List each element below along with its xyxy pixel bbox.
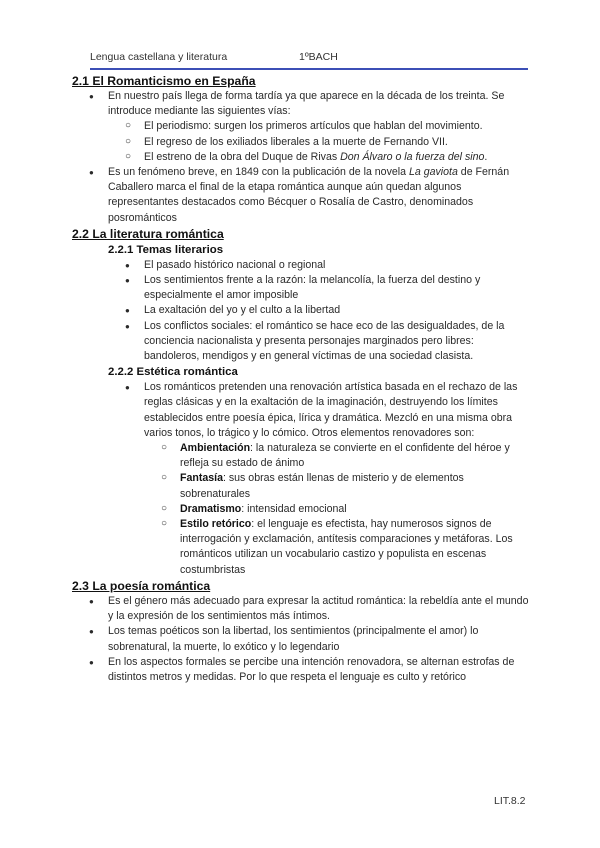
- list-item-text: Los conflictos sociales: el romántico se hace eco de las desigualdades, de la conciencia nacionalista y presenta personajes marginados pero libres: bandoleros, mendigos y en general víctimas de una sociedad clasista.: [144, 319, 505, 363]
- list-item: [144, 273, 532, 303]
- page-number: LIT.8.2: [494, 795, 526, 807]
- list-item: [180, 502, 532, 517]
- list-item-text: Los románticos pretenden una renovación artística basada en el rechazo de las reglas clásicas y en la exaltación de la imaginación, destruyendo los límites establecidos entre poesía épica, lírica y dramática. Mezcló en una misma obra varios tonos, lo trágico y lo cómico. Otros elementos renovadores son:: [144, 381, 518, 439]
- header-rule: [90, 68, 528, 70]
- section-2-2-2-list: [72, 380, 532, 578]
- page-header: [90, 51, 528, 67]
- list-item-text: El pasado histórico nacional o regional: [144, 258, 326, 271]
- term: Ambientación: [180, 442, 251, 455]
- term: Fantasía: [180, 472, 223, 485]
- list-item-text: Los temas poéticos son la libertad, los sentimientos (principalmente el amor) lo sobrenatural, la muerte, lo exótico y lo legendario: [108, 625, 479, 653]
- list-item: [144, 380, 532, 441]
- list-item: [108, 165, 532, 226]
- list-item-text: Es el género más adecuado para expresar la actitud romántica: la rebeldía ante el mundo y la expresión de los sentimientos más íntimos.: [108, 594, 529, 623]
- list-item: [108, 594, 532, 624]
- term: Dramatismo: [180, 502, 242, 515]
- list-item-text: El regreso de los exiliados liberales a la muerte de Fernando VII.: [144, 135, 448, 148]
- list-item: [144, 150, 532, 165]
- work-title: La gaviota: [408, 166, 458, 179]
- section-2-2-1-title: 2.2.1 Temas literarios: [108, 243, 224, 256]
- list-item-text: El estreno de la obra del Duque de Rivas: [144, 150, 341, 163]
- list-item-text: En nuestro país llega de forma tardía ya que aparece en la década de los treinta. Se introduce mediante las siguientes vías:: [108, 90, 505, 118]
- header-subject: Lengua castellana y literatura: [90, 51, 228, 63]
- list-item: [144, 303, 532, 318]
- list-item: [180, 441, 532, 471]
- section-2-3-title: 2.3 La poesía romántica: [72, 578, 211, 593]
- list-item-text: : la naturaleza se convierte en el confidente del héroe y refleja su estado de ánimo: [180, 442, 510, 470]
- section-2-3-list: [72, 594, 532, 685]
- list-item-text: La exaltación del yo y el culto a la libertad: [144, 304, 341, 317]
- list-item-text: El periodismo: surgen los primeros artículos que hablan del movimiento.: [144, 120, 483, 133]
- list-item-text: : el lenguaje es efectista, hay numerosos signos de interrogación y exclamación, antítesis comparaciones y metáforas. Los románticos utilizan un vocabulario castizo y populista en escenas costumbristas: [180, 518, 513, 576]
- work-title: Don Álvaro o la fuerza del sino: [340, 150, 485, 163]
- section-2-2-1-list: [72, 258, 532, 364]
- list-item-text: Es un fenómeno breve, en 1849 con la publicación de la novela: [108, 166, 409, 179]
- list-item: [144, 319, 532, 365]
- section-2-2-2-title: 2.2.2 Estética romántica: [108, 366, 238, 379]
- list-item: [144, 258, 532, 273]
- list-item-text: de Fernán Caballero marca el final de la etapa romántica aunque aún quedan algunos representantes destacados como Bécquer o Rosalía de Castro, denominados posrománticos: [108, 166, 510, 224]
- list-item-text: : intensidad emocional: [241, 502, 347, 515]
- section-2-2-title: 2.2 La literatura romántica: [72, 226, 224, 241]
- list-item: [108, 655, 532, 685]
- list-item: [144, 135, 532, 150]
- list-item: [180, 471, 532, 501]
- list-item-text: : sus obras están llenas de misterio y de elementos sobrenaturales: [180, 472, 464, 500]
- section-2-1-title: 2.1 El Romanticismo en España: [72, 74, 256, 88]
- section-2-1-list: [72, 89, 532, 226]
- term: Estilo retórico: [180, 518, 252, 531]
- list-item-text: .: [484, 150, 488, 163]
- list-item: [180, 517, 532, 578]
- list-item-text: En los aspectos formales se percibe una intención renovadora, se alternan estrofas de distintos metros y medidas. Por lo que respeta el lenguaje es culto y retórico: [108, 655, 515, 683]
- list-item: [144, 119, 532, 134]
- list-item-text: Los sentimientos frente a la razón: la melancolía, la fuerza del destino y especialmente el amor imposible: [144, 274, 481, 302]
- list-item: [108, 89, 532, 119]
- list-item: [108, 624, 532, 654]
- document-body: [72, 73, 532, 685]
- header-course: 1ºBACH: [299, 51, 338, 63]
